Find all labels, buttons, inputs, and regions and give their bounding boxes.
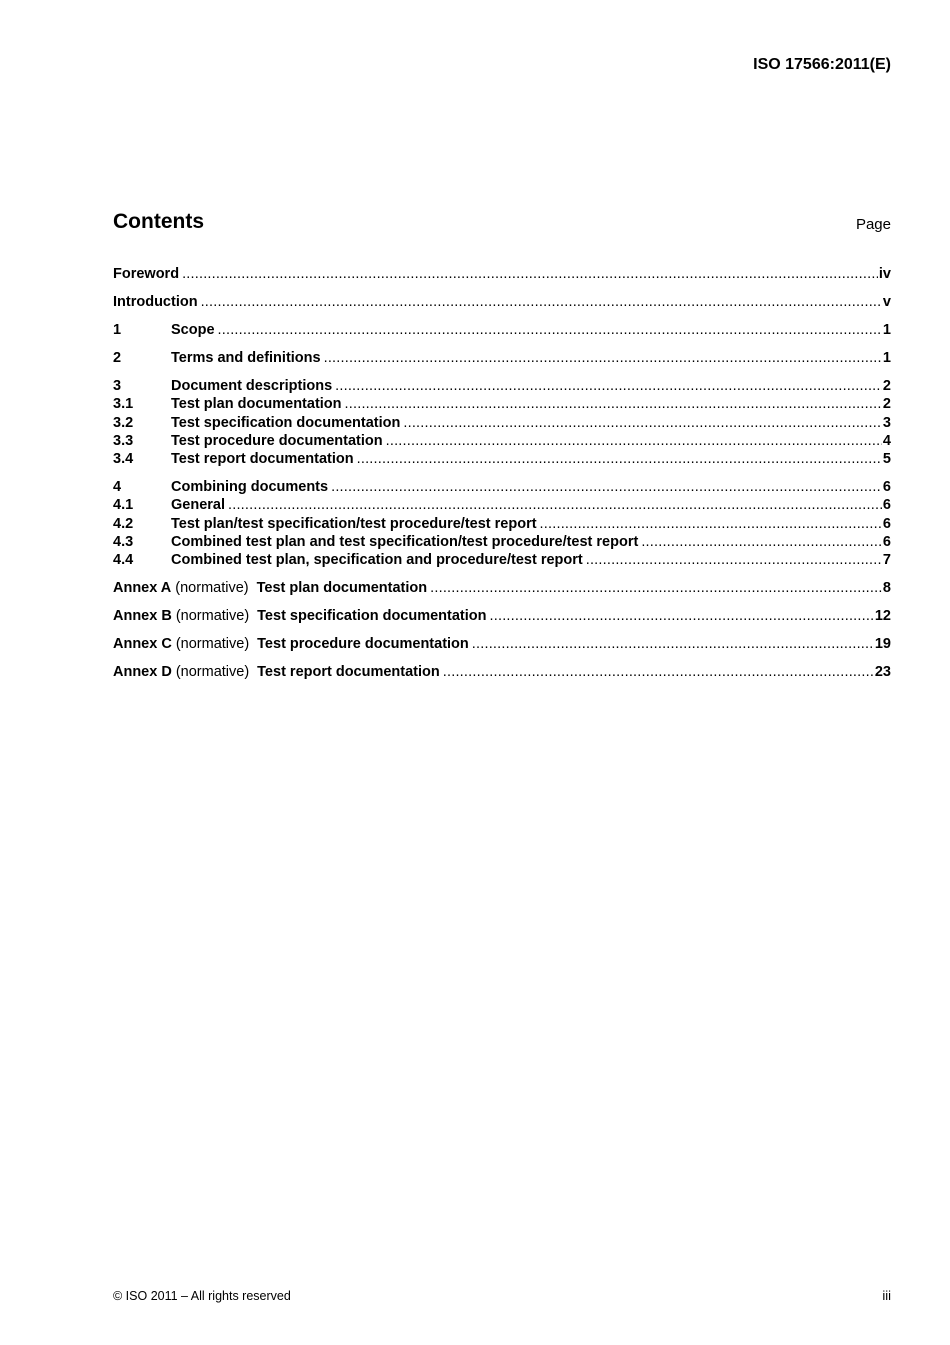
toc-annex-status: (normative)	[175, 636, 250, 653]
toc-entry[interactable]	[113, 414, 891, 432]
document-identifier: ISO 17566:2011(E)	[753, 56, 891, 73]
toc-entry-page: 6	[882, 497, 891, 514]
toc-dot-leader	[324, 349, 882, 367]
toc-dot-leader	[540, 515, 882, 533]
toc-entry-title: Combined test plan, specification and procedure/test report	[171, 552, 583, 569]
toc-entry-title: Test procedure documentation	[257, 636, 469, 653]
toc-entry-title: Test specification documentation	[171, 414, 401, 431]
toc-entry-title: Test plan documentation	[171, 396, 342, 413]
toc-dot-leader	[430, 579, 882, 597]
toc-entry[interactable]	[113, 395, 891, 413]
toc-entry-number: 3.2	[113, 414, 134, 431]
toc-annex-prefix	[113, 607, 257, 625]
toc-dot-leader	[443, 663, 874, 681]
page-column-label: Page	[855, 216, 891, 233]
toc-entry-page: 1	[882, 349, 891, 366]
toc-annex-label: Annex C	[113, 636, 172, 653]
toc-entry-number: 3.4	[113, 451, 134, 468]
toc-entry-page: v	[882, 293, 891, 310]
toc-entry[interactable]	[113, 515, 891, 533]
toc-dot-leader	[335, 377, 882, 395]
toc-entry-title: Test report documentation	[257, 664, 440, 681]
toc-entry-page: 7	[882, 552, 891, 569]
toc-dot-leader	[357, 450, 882, 468]
toc-entry-title: Introduction	[113, 293, 198, 310]
toc-entry[interactable]	[113, 293, 891, 311]
toc-dot-leader	[586, 551, 882, 569]
toc-entry-page: 6	[882, 534, 891, 550]
toc-entry-page: 4	[882, 432, 891, 449]
toc-entry[interactable]	[113, 579, 891, 597]
toc-dot-leader	[331, 478, 882, 496]
toc-entry-title: Combining documents	[171, 479, 329, 496]
toc-entry-title: General	[171, 497, 225, 514]
toc-entry-page: 12	[874, 608, 891, 625]
toc-annex-label: Annex D	[113, 664, 172, 681]
toc-entry-title: Test report documentation	[171, 451, 354, 468]
toc-entry[interactable]	[113, 478, 891, 496]
toc-entry[interactable]	[113, 432, 891, 450]
toc-entry[interactable]	[113, 496, 891, 514]
toc-dot-leader	[386, 432, 882, 450]
toc-annex-status: (normative)	[175, 664, 250, 681]
toc-entry-title: Test plan/test specification/test procedure/test report	[171, 515, 537, 532]
toc-entry-page: 19	[874, 636, 891, 653]
toc-entry-title: Document descriptions	[171, 377, 333, 394]
toc-dot-leader	[182, 265, 878, 283]
footer-page-number: iii	[882, 1288, 891, 1303]
toc-dot-leader	[490, 607, 874, 625]
toc-entry[interactable]	[113, 265, 891, 283]
toc-entry[interactable]	[113, 551, 891, 569]
toc-entry-page: 6	[882, 479, 891, 496]
toc-entry-number: 3	[113, 377, 122, 394]
toc-entry-page: 3	[882, 414, 891, 431]
toc-entry-page: 1	[882, 321, 891, 338]
toc-entry[interactable]	[113, 533, 891, 551]
toc-entry[interactable]	[113, 635, 891, 653]
toc-entry-page: 2	[882, 396, 891, 413]
toc-entry-page: 23	[874, 664, 891, 681]
toc-entry-page: 8	[882, 580, 891, 597]
toc-entry-page: 6	[882, 515, 891, 532]
toc-entry-number: 4.3	[113, 534, 134, 550]
toc-dot-leader	[228, 496, 882, 514]
toc-dot-leader	[201, 293, 882, 311]
toc-entry-title: Test procedure documentation	[171, 432, 383, 449]
toc-entry-title: Foreword	[113, 266, 180, 282]
toc-entry[interactable]	[113, 349, 891, 367]
footer-copyright: © ISO 2011 – All rights reserved	[113, 1289, 291, 1303]
toc-dot-leader	[472, 635, 874, 653]
toc-annex-prefix	[113, 663, 257, 681]
toc-annex-status: (normative)	[175, 580, 249, 597]
toc-annex-label: Annex A	[113, 580, 172, 597]
toc-annex-status: (normative)	[175, 608, 250, 625]
toc-annex-prefix	[113, 635, 257, 653]
toc-dot-leader	[218, 321, 882, 339]
toc-entry-title: Test specification documentation	[257, 608, 487, 625]
toc-entry-number: 4	[113, 479, 122, 496]
toc-dot-leader	[345, 395, 882, 413]
toc-entry-number: 4.2	[113, 515, 134, 532]
contents-heading: Contents	[113, 210, 204, 233]
toc-entry-number: 1	[113, 321, 122, 338]
toc-dot-leader	[641, 533, 882, 551]
toc-entry[interactable]	[113, 663, 891, 681]
toc-entry-number: 3.1	[113, 396, 134, 413]
toc-annex-label: Annex B	[113, 608, 172, 625]
toc-entry-page: 2	[882, 377, 891, 394]
toc-dot-leader	[403, 414, 882, 432]
toc-annex-prefix	[113, 579, 257, 597]
toc-entry-number: 4.4	[113, 552, 134, 569]
toc-entry-number: 2	[113, 349, 122, 366]
toc-entry[interactable]	[113, 321, 891, 339]
toc-entry-page: iv	[878, 266, 891, 282]
toc-entry-title: Terms and definitions	[171, 349, 321, 366]
toc-entry[interactable]	[113, 607, 891, 625]
toc-entry[interactable]	[113, 377, 891, 395]
toc-entry-title: Test plan documentation	[256, 580, 428, 597]
toc-entry-number: 3.3	[113, 432, 134, 449]
toc-entry-number: 4.1	[113, 497, 134, 514]
toc-entry[interactable]	[113, 450, 891, 468]
toc-entry-page: 5	[882, 451, 891, 468]
toc-entry-title: Combined test plan and test specification/test procedure/test report	[171, 534, 639, 550]
table-of-contents	[113, 265, 891, 682]
toc-entry-title: Scope	[171, 321, 215, 338]
